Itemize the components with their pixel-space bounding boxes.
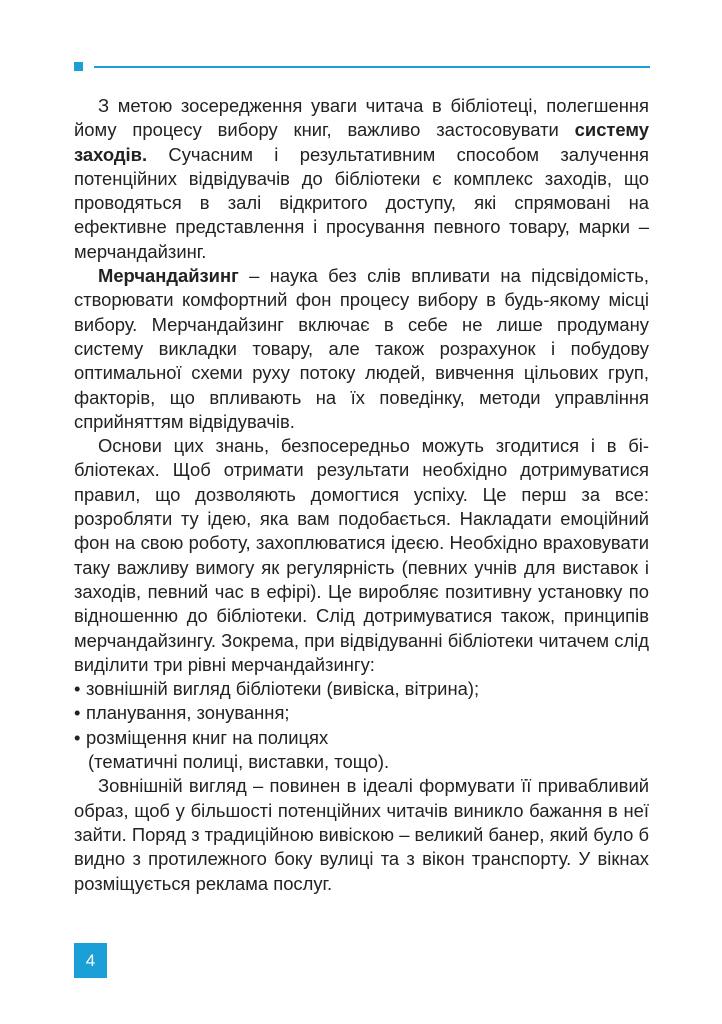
merchandising-term: Мерчандайзинг	[98, 265, 239, 287]
list-item-text: планування, зонування;	[86, 702, 290, 724]
bullet-marker: •	[74, 678, 81, 700]
header-rule	[94, 66, 650, 68]
list-item	[74, 677, 649, 701]
paragraph-exterior: Зовнішній вигляд – повинен в ідеалі формувати її привабливий образ, щоб у більшості потенційних читачів виникло бажання в неї зайти. Поряд з традиційною вивіскою – великий банер, який було б видно з протилежного боку вулиці та з вікон транспорту. У вікнах розміщується реклама послуг.	[74, 775, 649, 894]
list-item-continuation: (тематичні полиці, виставки, тощо).	[88, 751, 390, 773]
bullet-marker: •	[74, 702, 81, 724]
page-body	[74, 94, 649, 896]
paragraph-intro	[74, 94, 649, 264]
paragraph-knowledge-basics: Основи цих знань, безпосередньо можуть згодитися і в бібліотеках. Щоб отримати результати необхідно дотримуватися правил, що дозволяють домогтися успіху. Це перш за все: розробляти ту ідею, яка вам подобається. Накладати емоційний фон на свою роботу, захоплюватися ідеєю. Необхідно враховувати таку важливу вимогу як регулярність (певних учнів для виставок і заходів, певний час в ефірі). Це виробляє позитивну установку по відношенню до бібліотеки. Слід дотримуватися також, принципів мерчандайзингу. Зокрема, при відвідуванні бібліотеки читачем слід виділити три рівні мерчандайзингу:	[74, 435, 649, 675]
paragraph-intro-rest: Сучасним і результативним способом залучення потенційних відвідувачів до бібліотеки є комплекс заходів, що проводяться в залі відкритого доступу, які спрямовані на ефективне представлення і просування певного товару, марки – мерчандайзинг.	[74, 143, 649, 262]
list-item	[74, 726, 649, 750]
merchandising-definition-text: – наука без слів впливати на підсвідомість, створювати комфортний фон процесу вибору в будь-якому місці вибору. Мерчандайзинг включає в себе не лише продуману систему викладки товару, але також розрахунок і побудову оптимальної схеми руху потоку людей, вивчення цільових груп, факторів, що впливають на їх поведінку, методи управління сприйняттям відвідувачів.	[74, 265, 649, 432]
header-square-marker	[74, 62, 83, 71]
page-header	[0, 0, 722, 90]
bullet-marker: •	[74, 726, 81, 748]
list-item-text: розміщення книг на полицях	[86, 726, 329, 748]
paragraph-intro-bold-term: систему заходів.	[74, 119, 649, 165]
merchandising-levels-list	[74, 677, 649, 774]
paragraph-intro-start: З метою зосередження уваги читача в бібліотеці, полегшення йому процесу вибору книг, важливо застосовувати	[74, 95, 649, 141]
paragraph-merchandising-definition	[74, 264, 649, 434]
list-item-text: зовнішній вигляд бібліотеки (вивіска, вітрина);	[86, 678, 480, 700]
list-item	[74, 701, 649, 725]
page-number: 4	[74, 943, 107, 978]
